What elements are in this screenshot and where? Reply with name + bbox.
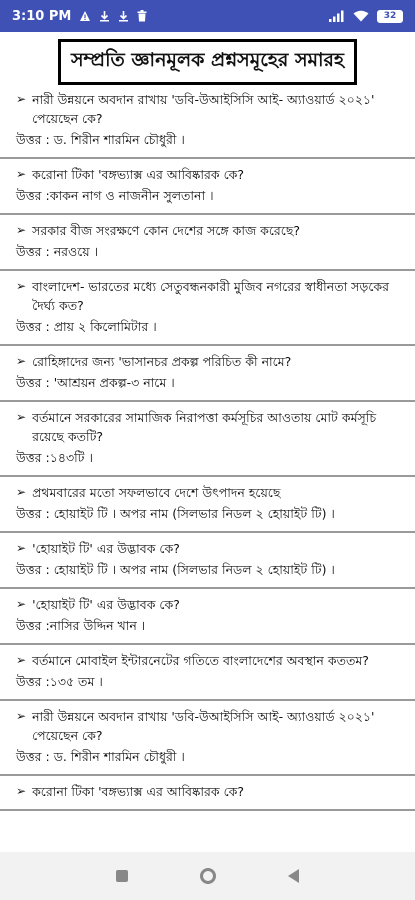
status-bar	[0, 0, 415, 32]
answer-text: উত্তর :নাসির উদ্দিন খান ।	[16, 618, 146, 633]
answer-text: উত্তর :১৪৩টি ।	[16, 450, 93, 465]
question-text: 'হোয়াইট টি' এর উদ্ভাবক কে?	[32, 541, 180, 556]
list-item	[0, 533, 415, 589]
header	[0, 32, 415, 92]
list-item	[0, 215, 415, 271]
download-icon	[118, 10, 129, 22]
arrow-bullet-icon: ➢	[16, 485, 27, 499]
list-item	[0, 346, 415, 402]
answer-text: উত্তর :কাকন নাগ ও নাজনীন সুলতানা ।	[16, 188, 214, 203]
question-text: করোনা টিকা 'বঙ্গভ্যাক্স এর আবিষ্কারক কে?	[32, 167, 245, 182]
answer-text: উত্তর :১৩৫ তম ।	[16, 674, 103, 689]
question	[16, 408, 401, 446]
arrow-bullet-icon: ➢	[16, 223, 27, 237]
arrow-bullet-icon: ➢	[16, 784, 27, 798]
trash-icon	[137, 10, 147, 22]
answer-text: উত্তর : হোয়াইট টি । অপর নাম (সিলভার নিডল ২ হোয়াইট টি) ।	[16, 562, 335, 577]
arrow-bullet-icon: ➢	[16, 541, 27, 555]
question-text: রোহিঙ্গাদের জন্য 'ভাসানচর প্রকল্প পরিচিত কী নামে?	[32, 354, 292, 369]
arrow-bullet-icon: ➢	[16, 354, 27, 368]
question	[16, 651, 401, 670]
question-text: বাংলাদেশ- ভারতের মধ্যে সেতুবন্ধনকারী মুজিব নগরের স্বাধীনতা সড়কের দৈর্ঘ্য কত?	[32, 279, 389, 313]
navigation-bar	[0, 852, 415, 900]
answer-text: উত্তর : প্রায় ২ কিলোমিটার ।	[16, 319, 157, 334]
answer-text: উত্তর : ড. শিরীন শারমিন চৌধুরী ।	[16, 132, 185, 147]
question	[16, 539, 401, 558]
list-item	[0, 271, 415, 346]
question-text: করোনা টিকা 'বঙ্গভ্যাক্স এর আবিষ্কারক কে?	[32, 784, 245, 799]
home-icon[interactable]	[200, 868, 216, 884]
battery-icon: 32	[377, 10, 403, 23]
answer-text: উত্তর : নরওয়ে ।	[16, 244, 99, 259]
status-time: 3:10 PM	[12, 8, 72, 24]
list-item	[0, 402, 415, 477]
warning-icon	[79, 10, 91, 22]
question	[16, 90, 401, 128]
qa-list[interactable]	[0, 84, 415, 852]
question-text: 'হোয়াইট টি' এর উদ্ভাবক কে?	[32, 597, 180, 612]
question	[16, 277, 401, 315]
question	[16, 352, 401, 371]
question	[16, 782, 401, 801]
answer-text: উত্তর : 'আশ্রয়ন প্রকল্প-৩ নামে ।	[16, 375, 175, 390]
question-text: প্রথমবারের মতো সফলভাবে দেশে উৎপাদন হয়েছে	[32, 485, 281, 500]
list-item	[0, 776, 415, 811]
arrow-bullet-icon: ➢	[16, 597, 27, 611]
back-icon[interactable]	[288, 869, 299, 883]
question	[16, 595, 401, 614]
list-item	[0, 645, 415, 701]
list-item	[0, 159, 415, 215]
download-icon	[99, 10, 110, 22]
question	[16, 707, 401, 745]
list-item	[0, 477, 415, 533]
arrow-bullet-icon: ➢	[16, 279, 27, 293]
question	[16, 483, 401, 502]
question-text: নারী উন্নয়নে অবদান রাখায় 'ডবি-উআইসিসি আই- অ্যাওয়ার্ড ২০২১' পেয়েছেন কে?	[32, 709, 375, 743]
question-text: বর্তমানে মোবাইল ইন্টারনেটের গতিতে বাংলাদেশের অবস্থান কততম?	[32, 653, 369, 668]
list-item	[0, 589, 415, 645]
arrow-bullet-icon: ➢	[16, 92, 27, 106]
list-item	[0, 84, 415, 159]
question	[16, 221, 401, 240]
answer-text: উত্তর : হোয়াইট টি । অপর নাম (সিলভার নিডল ২ হোয়াইট টি) ।	[16, 506, 335, 521]
arrow-bullet-icon: ➢	[16, 167, 27, 181]
arrow-bullet-icon: ➢	[16, 410, 27, 424]
question	[16, 165, 401, 184]
signal-icon	[329, 10, 345, 22]
arrow-bullet-icon: ➢	[16, 709, 27, 723]
list-item	[0, 701, 415, 776]
question-text: বর্তমানে সরকারের সামাজিক নিরাপত্তা কর্মসূচির আওতায় মোট কর্মসূচি রয়েছে কতটি?	[32, 410, 377, 444]
wifi-icon	[353, 10, 369, 22]
question-text: নারী উন্নয়নে অবদান রাখায় 'ডবি-উআইসিসি আই- অ্যাওয়ার্ড ২০২১' পেয়েছেন কে?	[32, 92, 375, 126]
recent-apps-icon[interactable]	[116, 870, 128, 882]
question-text: সরকার বীজ সংরক্ষণে কোন দেশের সঙ্গে কাজ করেছে?	[32, 223, 301, 238]
answer-text: উত্তর : ড. শিরীন শারমিন চৌধুরী ।	[16, 749, 185, 764]
arrow-bullet-icon: ➢	[16, 653, 27, 667]
page-title: সম্প্রতি জ্ঞানমূলক প্রশ্নসমূহের সমারহ	[58, 39, 357, 85]
